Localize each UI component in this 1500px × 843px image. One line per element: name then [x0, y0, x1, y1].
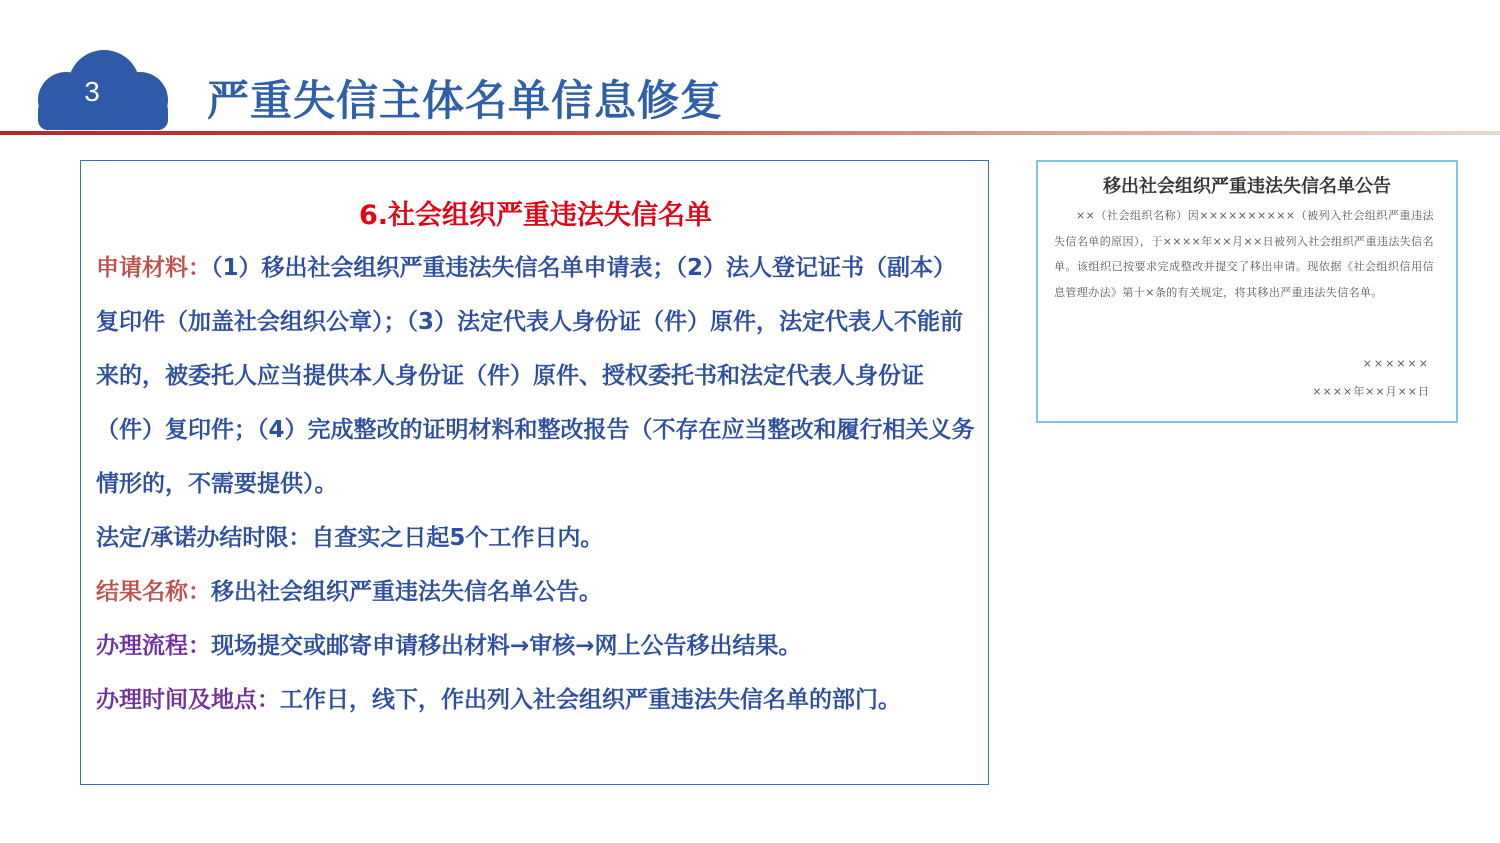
time-limit-text: 自查实之日起5个工作日内。	[311, 525, 604, 551]
header-divider	[0, 131, 1500, 135]
notice-body: ××（社会组织名称）因××××××××××（被列入社会组织严重违法失信名单的原因），于××××年××月××日被列入社会组织严重违法失信名单。该组织已按要求完成整改并提交了移出申请。现依据《社会组织信用信息管理办法》第十×条的有关规定，将其移出严重违法失信名单。	[1054, 209, 1434, 299]
time-place-paragraph	[96, 673, 978, 727]
time-place-text: 工作日，线下，作出列入社会组织严重违法失信名单的部门。	[280, 687, 901, 713]
time-limit-paragraph	[96, 511, 978, 565]
content-body	[96, 241, 978, 727]
process-label: 办理流程：	[96, 633, 211, 659]
time-place-label: 办理时间及地点：	[96, 687, 280, 713]
page-title: 严重失信主体名单信息修复	[207, 76, 724, 125]
result-name-text: 移出社会组织严重违法失信名单公告。	[211, 579, 602, 605]
materials-label: 申请材料：	[96, 255, 211, 281]
section-number: 3	[84, 76, 100, 107]
materials-text: （1）移出社会组织严重违法失信名单申请表；（2）法人登记证书（副本）复印件（加盖社会组织公章）；（3）法定代表人身份证（件）原件，法定代表人不能前来的，被委托人应当提供本人身份证（件）原件、授权委托书和法定代表人身份证（件）复印件；（4）完成整改的证明材料和整改报告（不存在应当整改和履行相关义务情形的，不需要提供）。	[96, 255, 975, 497]
section-title: 6.社会组织严重违法失信名单	[358, 200, 713, 231]
result-name-label: 结果名称：	[96, 579, 211, 605]
notice-title: 移出社会组织严重违法失信名单公告	[1103, 176, 1391, 197]
notice-signature: ××××××	[1362, 357, 1430, 370]
materials-paragraph	[96, 241, 978, 511]
result-name-paragraph	[96, 565, 978, 619]
time-limit-label: 法定/承诺办结时限：	[96, 525, 312, 551]
notice-sample	[1036, 160, 1458, 423]
process-paragraph	[96, 619, 978, 673]
process-text: 现场提交或邮寄申请移出材料→审核→网上公告移出结果。	[211, 633, 802, 659]
content-panel	[80, 160, 989, 785]
notice-date: ××××年××月××日	[1312, 385, 1430, 398]
